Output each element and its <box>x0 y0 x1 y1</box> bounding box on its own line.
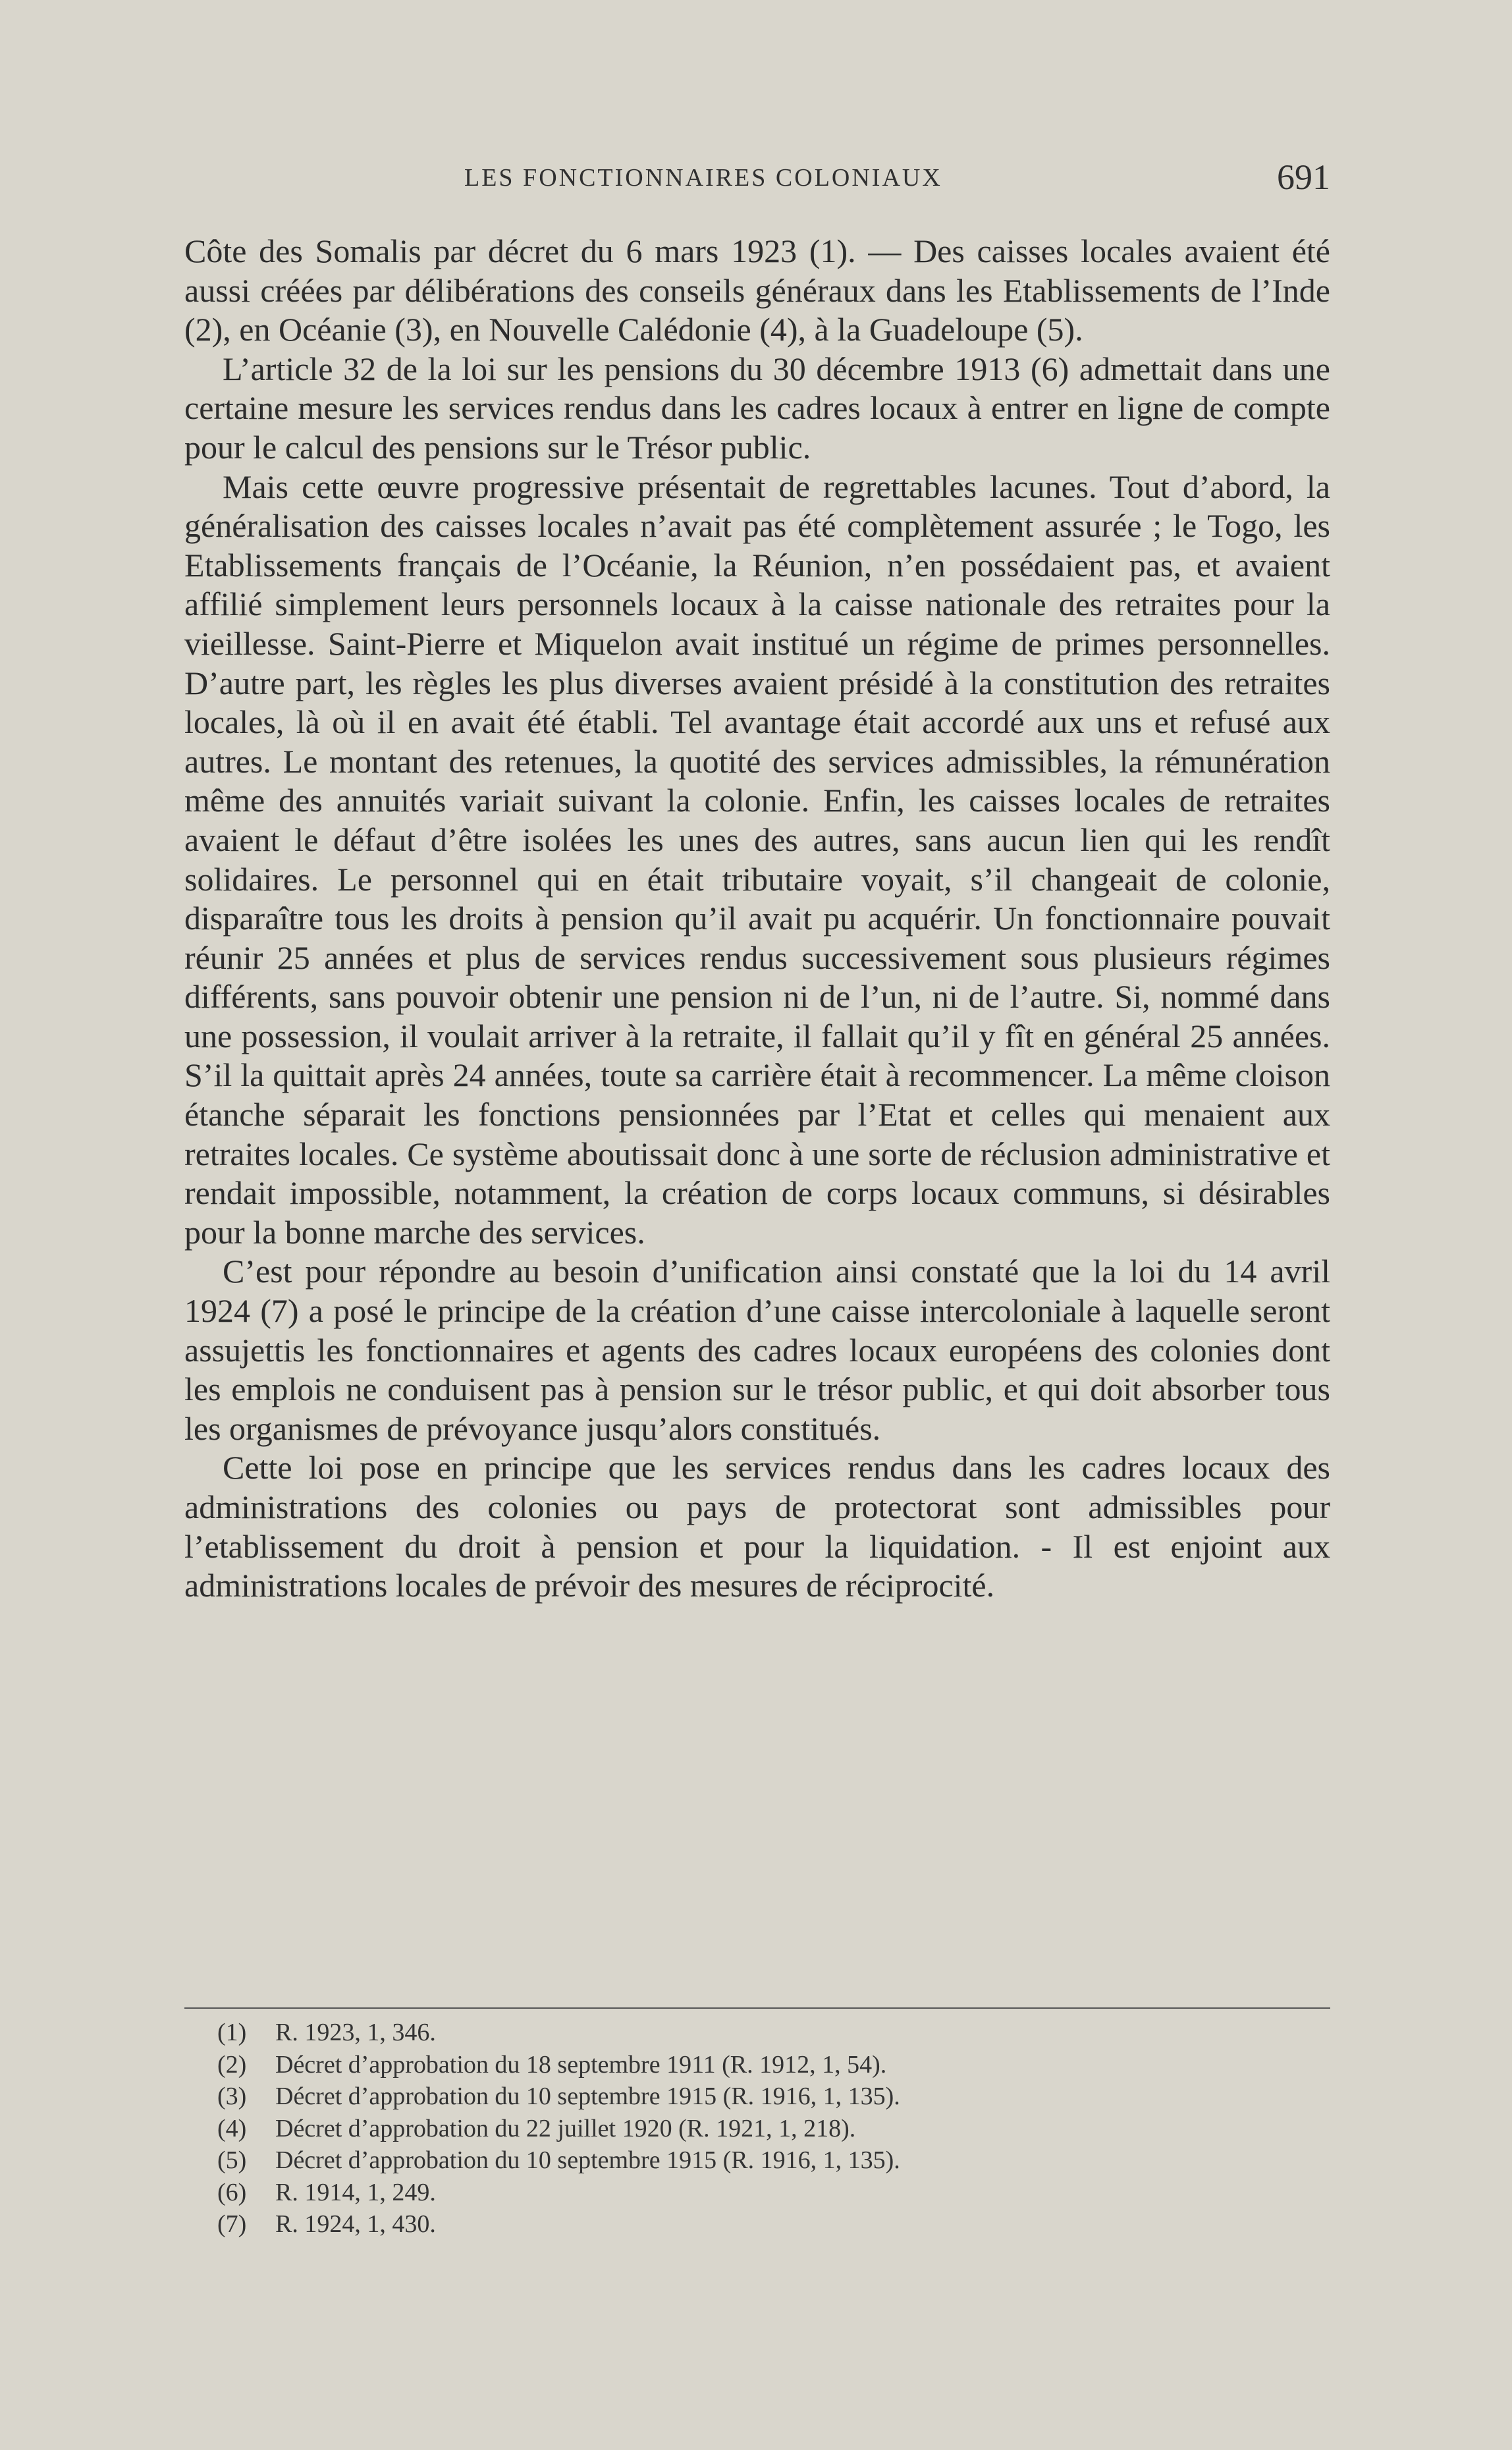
footnote-number: (4) <box>217 2114 247 2142</box>
footnote-number: (2) <box>217 2050 247 2079</box>
footnote <box>217 2081 1330 2113</box>
footnote-text: R. 1924, 1, 430. <box>275 2210 436 2238</box>
footnote <box>217 2208 1330 2241</box>
footnote-text: R. 1923, 1, 346. <box>275 2019 436 2046</box>
paragraph: C’est pour répondre au besoin d’unification ainsi constaté que la loi du 14 avril 1924 (7) a posé le principe de la création d’une caisse intercoloniale à laquelle seront assujettis les fonctionnaires et agents des cadres locaux européens des colonies dont les emplois ne conduisent pas à pension sur le trésor public, et qui doit absorber tous les organismes de prévoyance jusqu’alors constitués. <box>184 1253 1330 1447</box>
footnote-text: Décret d’approbation du 18 septembre 1911 (R. 1912, 1, 54). <box>275 2050 887 2079</box>
footnote-number: (1) <box>217 2019 247 2046</box>
footnote-number: (7) <box>217 2210 247 2238</box>
page-number: 691 <box>1277 157 1330 197</box>
running-head <box>184 157 1330 196</box>
footnote-divider <box>184 2007 1330 2009</box>
footnote-text: Décret d’approbation du 22 juillet 1920 (R. 1921, 1, 218). <box>275 2114 856 2142</box>
footnote <box>217 2017 1330 2049</box>
footnote-number: (6) <box>217 2178 247 2206</box>
running-title: LES FONCTIONNAIRES COLONIAUX <box>464 164 942 192</box>
footnote <box>217 2049 1330 2081</box>
body-text <box>184 232 1330 1606</box>
footnote-text: Décret d’approbation du 10 septembre 1915 (R. 1916, 1, 135). <box>275 2082 900 2110</box>
paragraph: L’article 32 de la loi sur les pensions du 30 décembre 1913 (6) admettait dans une certaine mesure les services rendus dans les cadres locaux à entrer en ligne de compte pour le calcul des pensions sur le Trésor public. <box>184 350 1330 466</box>
footnotes <box>217 2017 1330 2241</box>
paragraph: Cette loi pose en principe que les services rendus dans les cadres locaux des administrations des colonies ou pays de protectorat sont admissibles pour l’etablissement du droit à pension et pour la liquidation. - Il est enjoint aux administrations locales de prévoir des mesures de réciprocité. <box>184 1449 1330 1604</box>
footnote <box>217 2144 1330 2177</box>
footnote-text: Décret d’approbation du 10 septembre 1915 (R. 1916, 1, 135). <box>275 2146 900 2174</box>
footnote-number: (3) <box>217 2082 247 2110</box>
footnote <box>217 2113 1330 2145</box>
paragraph: Côte des Somalis par décret du 6 mars 1923 (1). — Des caisses locales avaient été aussi créées par délibérations des conseils généraux dans les Etablissements de l’Inde (2), en Océanie (3), en Nouvelle Calédonie (4), à la Guadeloupe (5). <box>184 232 1330 348</box>
paragraph: Mais cette œuvre progressive présentait de regrettables lacunes. Tout d’abord, la généralisation des caisses locales n’avait pas été complètement assurée ; le Togo, les Etablissements français de l’Océanie, la Réunion, n’en possédaient pas, et avaient affilié simplement leurs personnels locaux à la caisse nationale des retraites pour la vieillesse. Saint-Pierre et Miquelon avait institué un régime de primes personnelles. D’autre part, les règles les plus diverses avaient présidé à la constitution des retraites locales, là où il en avait été établi. Tel avantage était accordé aux uns et refusé aux autres. Le montant des retenues, la quotité des services admissibles, la rémunération même des annuités variait suivant la colonie. Enfin, les caisses locales de retraites avaient le défaut d’être isolées les unes des autres, sans aucun lien qui les rendît solidaires. Le personnel qui en était tributaire voyait, s’il changeait de colonie, disparaître tous les droits à pension qu’il avait pu acquérir. Un fonctionnaire pouvait réunir 25 années et plus de services rendus successivement sous plusieurs régimes différents, sans pouvoir obtenir une pension ni de l’un, ni de l’autre. Si, nommé dans une possession, il voulait arriver à la retraite, il fallait qu’il y fît en général 25 années. S’il la quittait après 24 années, toute sa carrière était à recommencer. La même cloison étanche séparait les fonctions pensionnées par l’Etat et celles qui menaient aux retraites locales. Ce système aboutissait donc à une sorte de réclusion administrative et rendait impossible, notamment, la création de corps locaux communs, si désirables pour la bonne marche des services. <box>184 468 1330 1251</box>
footnote-text: R. 1914, 1, 249. <box>275 2178 436 2206</box>
footnote-number: (5) <box>217 2146 247 2174</box>
footnote <box>217 2177 1330 2209</box>
